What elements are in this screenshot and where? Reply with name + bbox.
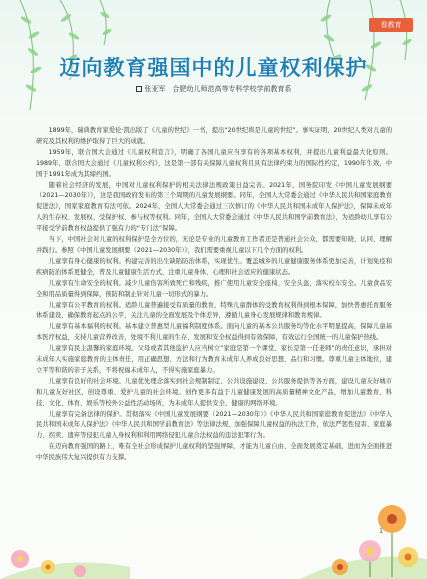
- paragraph: 儿童享有良好的社会环境。儿童优先理念落实到社会规制制定、公共设施建设、公共服务提供等各方面，建设儿童友好城市和儿童友好社区，创设尊重、爱护儿童的社会环境。创作更多有益于儿童健康发展的高质量精神文化产品，增加儿童教育、科技、文化、体育、娱乐等校外公益性活动场所，为未成年人提供安全、健康的网络环境。: [36, 377, 392, 407]
- paragraph: 1959年，联合国大会通过《儿童权利宣言》，明确了各国儿童应当享有的各项基本权利，并提出儿童利益最大化原则。1989年，联合国大会通过《儿童权利公约》，这是第一部有关保障儿童权利且具有法律约束力的国际性约定，1990年生效，中国于1991年成为其缔约国。: [36, 148, 392, 178]
- article-title: 迈向教育强国中的儿童权利保护: [59, 55, 368, 80]
- paragraph: 当下，中国社会对儿童的权利保护是全方位的，无论是专业的儿童教育工作者还是普通社会公众，都需要知晓、认同、理解并践行。参照《中国儿童发展纲要（2021—2030年）》，我们需要重视儿童以下几个方面的权利。: [36, 236, 392, 254]
- flower-decoration: [0, 459, 427, 579]
- paragraph: 在迈向教育强国的路上，唯有全社会形成保护儿童权利的坚强屏障，才能为儿童自由、全面发展奠定基础，进而为全面推进中华民族伟大复兴提供有力支撑。: [36, 443, 392, 462]
- paragraph: 1899年，瑞典教育家爱伦·凯出版了《儿童的世纪》一书，提出“20世纪将是儿童的世纪”。事实证明，20世纪人类对儿童的研究及其权利的维护取得了巨大的成就。: [36, 127, 392, 145]
- paragraph: 儿童享有完备法律的保护。贯彻落实《中国儿童发展纲要（2021—2030年）》《中华人民共和国家庭教育促进法》《中华人民共和国未成年人保护法》《中华人民共和国学前教育法》等法律法规，加强保障儿童权益的执法工作，依法严惩性侵害、家庭暴力、拐卖、遗弃等侵犯儿童人身权利和利用网络侵犯儿童合法权益的违法犯罪行为。: [36, 410, 392, 440]
- author-byline: [0, 84, 427, 94]
- paragraph: 儿童享有基本福利的权利。基本建立普惠型儿童福利制度体系。面向儿童的基本公共服务均等化水平明显提高，保障儿童基本医疗权益，支持儿童营养改善，处境不利儿童的生存、发展和安全权益得到有效保障，有效运行全国统一的儿童保护热线。: [36, 323, 392, 342]
- paragraph: 儿童享有公平教育的权利。适龄儿童普遍接受有质量的教育，特殊儿童群体的受教育权利得到根本保障，加快普惠托育服务体系建设，确保教育起点的公平，关注儿童的全面发展及个体差异，遵循儿童身心发展规律和教育规律。: [36, 301, 392, 320]
- square-bullet-icon: [136, 86, 142, 92]
- paragraph: 随着社会经济的发展，中国对儿童权利保护的相关法律法规政策日益完善。2021年，国务院印发《中国儿童发展纲要（2021—2030年）》，这是我国政府发布的第三个周期的儿童发展纲要。同年，全国人大常委会通过《中华人民共和国家庭教育促进法》，国家家庭教育有法可依。2024年，全国人大常委会通过三次修订的《中华人民共和国未成年人保护法》，保障未成年人的生存权、发展权、受保护权、参与权等权利。同年，全国人大常委会通过《中华人民共和国学前教育法》，为适龄幼儿享有公平接受学前教育权益提供了强有力的“专门法”保障。: [36, 181, 392, 233]
- article-body: [36, 126, 392, 464]
- paragraph: 儿童享有生命安全的权利。减少儿童伤害所致死亡和残疾，推广使用儿童安全座椅、安全头盔，落实校车安全。儿童食品安全和用品质量得到保障，预防和制止针对儿童一切形式的暴力。: [36, 279, 392, 298]
- paragraph: 儿童享有民主温馨的家庭环境。父母或者其他监护人应当树立“家庭是第一个课堂、家长是第一任老师”的责任意识，承担对未成年人实施家庭教育的主体责任，用正确思想、方法和行为教育未成年人养成良好思想、品行和习惯。尊重儿童主体地位，建立平等和谐的亲子关系，不将祝福未成年人，不得实施家庭暴力。: [36, 345, 392, 374]
- author-text: 张亚军 合肥幼儿师范高等专科学校学前教育系: [144, 85, 292, 93]
- page-number: 1: [379, 528, 383, 535]
- section-tag: 看教育: [369, 18, 413, 32]
- paragraph: 儿童享有身心健康的权利。构建完善的出生缺陷防治体系，实现优生。覆盖城乡的儿童健康服务体系更加完善，计划免疫和疾病防治体系更健全，普及儿童健康生活方式，注重儿童身体、心理和社会适应的健康状态。: [36, 257, 392, 276]
